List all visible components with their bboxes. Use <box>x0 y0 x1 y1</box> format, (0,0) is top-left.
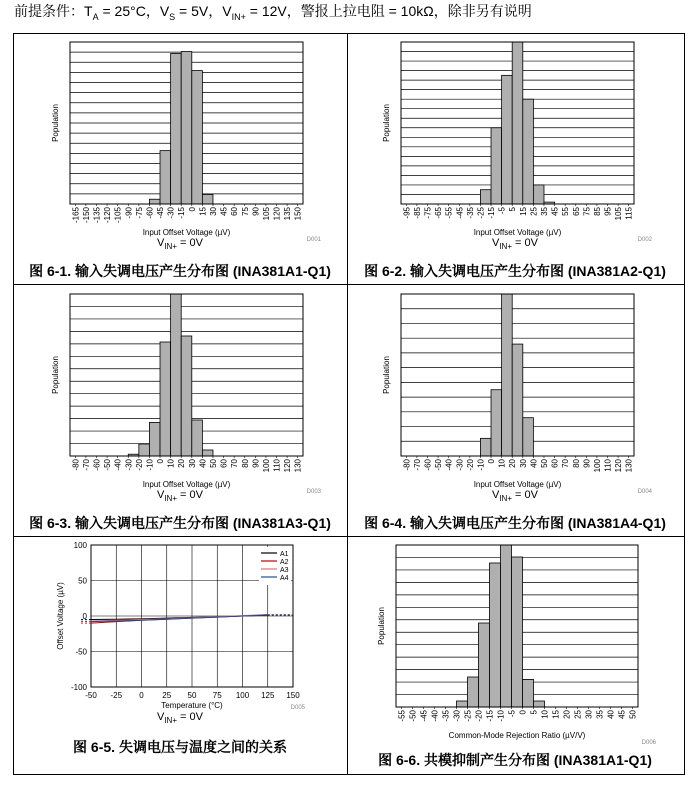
x-tick-label: 75 <box>582 207 592 216</box>
histogram-bar <box>457 701 468 707</box>
histogram-bar <box>192 420 203 456</box>
figure-code: D003 <box>306 489 321 495</box>
x-tick-label: -70 <box>81 459 91 471</box>
x-tick-label: 70 <box>561 459 571 468</box>
x-tick-label: -80 <box>71 459 81 471</box>
histogram-bar <box>512 344 523 456</box>
x-tick-label: -35 <box>441 710 451 722</box>
x-tick-label: -15 <box>177 207 187 219</box>
x-tick-label: 15 <box>518 207 528 216</box>
x-tick-label: -80 <box>402 459 412 471</box>
x-tick-label: 95 <box>603 207 613 216</box>
y-axis-label: Population <box>377 607 386 645</box>
x-tick-label: 5 <box>508 207 518 212</box>
chart-fig5 <box>13 537 347 787</box>
vin-condition-label: $V_{IN+} = 0V$ <box>156 489 203 504</box>
x-tick-label: 50 <box>628 710 638 719</box>
x-tick-label: 90 <box>582 459 592 468</box>
x-axis-label: Input Offset Voltage (µV) <box>142 228 231 237</box>
x-tick-label: 130 <box>624 459 634 473</box>
x-tick-label: 15 <box>551 710 561 719</box>
x-tick-label: 100 <box>235 691 250 700</box>
x-tick-label: -5 <box>507 710 517 718</box>
x-tick-label: -95 <box>402 207 412 219</box>
histogram-bar <box>490 563 501 707</box>
chart-fig2 <box>348 33 682 283</box>
figure-code: D002 <box>637 237 652 243</box>
figure-caption: 图 6-2. 输入失调电压产生分布图 (INA381A2-Q1) <box>364 263 666 279</box>
x-tick-label: 0 <box>139 691 144 700</box>
histogram-bar <box>181 336 192 456</box>
x-tick-label: -105 <box>113 207 123 224</box>
x-tick-label: 60 <box>230 207 240 216</box>
x-tick-label: 120 <box>283 459 293 473</box>
vin-condition-label: $V_{IN+} = 0V$ <box>491 237 538 252</box>
figure-code: D006 <box>641 740 656 746</box>
x-tick-label: -50 <box>434 459 444 471</box>
x-axis-label: Input Offset Voltage (µV) <box>473 228 562 237</box>
y-axis-label: Population <box>51 104 60 142</box>
x-tick-label: 135 <box>283 207 293 221</box>
x-tick-label: 110 <box>603 459 613 472</box>
x-tick-label: -30 <box>455 459 465 471</box>
x-tick-label: 20 <box>177 459 187 468</box>
x-tick-label: -70 <box>412 459 422 471</box>
x-tick-label: 105 <box>614 207 624 221</box>
x-tick-label: -20 <box>134 459 144 471</box>
histogram-bar <box>523 418 534 456</box>
chart-fig1 <box>13 33 347 283</box>
x-tick-label: 105 <box>261 207 271 221</box>
histogram-bar <box>502 294 513 456</box>
x-tick-label: -75 <box>134 207 144 219</box>
x-tick-label: 0 <box>518 710 528 715</box>
histogram-bar <box>523 99 534 204</box>
histogram-bar <box>491 128 502 204</box>
x-tick-label: -40 <box>444 459 454 471</box>
x-tick-label: 150 <box>286 691 300 700</box>
x-axis-label: Common-Mode Rejection Ratio (µV/V) <box>448 731 586 740</box>
x-tick-label: 25 <box>529 207 539 216</box>
x-tick-label: -45 <box>419 710 429 722</box>
x-tick-label: -20 <box>465 459 475 471</box>
x-axis-label: Input Offset Voltage (µV) <box>142 480 231 489</box>
x-tick-label: -40 <box>430 710 440 722</box>
x-tick-label: -10 <box>145 459 155 471</box>
x-tick-label: -55 <box>444 207 454 219</box>
figure-caption: 图 6-6. 共模抑制产生分布图 (INA381A1-Q1) <box>378 752 652 768</box>
x-tick-label: -65 <box>434 207 444 219</box>
figure-caption: 图 6-1. 输入失调电压产生分布图 (INA381A1-Q1) <box>29 263 331 279</box>
x-tick-label: -85 <box>412 207 422 219</box>
histogram-bar <box>523 679 534 707</box>
x-tick-label: 25 <box>162 691 172 700</box>
x-tick-label: 120 <box>614 459 624 473</box>
y-tick-label: -50 <box>75 647 87 657</box>
x-tick-label: 40 <box>529 459 539 468</box>
x-tick-label: 40 <box>606 710 616 719</box>
legend-label: A3 <box>280 567 289 574</box>
y-tick-label: 100 <box>73 541 87 550</box>
chart-fig4 <box>348 285 682 535</box>
x-tick-label: 55 <box>561 207 571 216</box>
histogram-bar <box>160 151 171 204</box>
x-tick-label: 20 <box>562 710 572 719</box>
x-tick-label: 35 <box>595 710 605 719</box>
histogram-bar <box>160 342 171 456</box>
chart-fig3 <box>13 285 347 535</box>
x-tick-label: 90 <box>251 207 261 216</box>
x-tick-label: 45 <box>550 207 560 216</box>
x-tick-label: -25 <box>476 207 486 219</box>
histogram-bar <box>501 545 512 707</box>
x-tick-label: 75 <box>240 207 250 216</box>
x-tick-label: 10 <box>497 459 507 468</box>
x-tick-label: 115 <box>624 207 634 220</box>
histogram-bar <box>192 71 203 204</box>
x-tick-label: -30 <box>166 207 176 219</box>
x-tick-label: -10 <box>476 459 486 471</box>
x-axis-label: Input Offset Voltage (µV) <box>473 480 562 489</box>
test-conditions: 前提条件：$T_A = 25^\circ C$，$V_S = 5V$，$V_{IN+} = 12V$，警报上拉电阻 = 10kΩ，除非另有说明 <box>14 3 532 22</box>
y-tick-label: 0 <box>82 612 87 621</box>
x-tick-label: 40 <box>198 459 208 468</box>
x-tick-label: -45 <box>156 207 166 219</box>
histogram-bar <box>533 185 544 204</box>
x-tick-label: -15 <box>485 710 495 722</box>
x-tick-label: 110 <box>272 459 282 472</box>
x-tick-label: 150 <box>293 207 303 221</box>
histogram-bar <box>202 194 213 204</box>
x-tick-label: 30 <box>187 459 197 468</box>
histogram-bar <box>181 52 192 204</box>
x-tick-label: 60 <box>550 459 560 468</box>
x-tick-label: -10 <box>496 710 506 722</box>
x-tick-label: -45 <box>455 207 465 219</box>
x-tick-label: -60 <box>92 459 102 471</box>
histogram-bar <box>171 53 182 204</box>
histogram-bar <box>534 701 545 707</box>
histogram-bar <box>171 294 182 456</box>
y-tick-label: 50 <box>78 576 87 586</box>
x-tick-label: 25 <box>573 710 583 719</box>
figure-code: D004 <box>637 489 652 495</box>
x-tick-label: 50 <box>187 691 197 700</box>
x-tick-label: -150 <box>81 207 91 224</box>
x-tick-label: 10 <box>166 459 176 468</box>
x-tick-label: 65 <box>571 207 581 216</box>
x-tick-label: -90 <box>124 207 134 219</box>
y-tick-label: -100 <box>70 683 87 692</box>
histogram-bar <box>202 450 213 456</box>
x-tick-label: 50 <box>208 459 218 468</box>
x-tick-label: -5 <box>497 207 507 215</box>
legend-label: A1 <box>280 551 289 558</box>
x-tick-label: -165 <box>71 207 81 224</box>
vin-condition-label: $V_{IN+} = 0V$ <box>156 237 203 252</box>
legend-label: A4 <box>280 575 289 582</box>
x-tick-label: 45 <box>617 710 627 719</box>
x-tick-label: 80 <box>240 459 250 468</box>
x-tick-label: -30 <box>124 459 134 471</box>
histogram-bar <box>149 422 160 456</box>
histogram-bar <box>149 199 160 204</box>
x-tick-label: 10 <box>540 710 550 719</box>
x-tick-label: -40 <box>113 459 123 471</box>
x-tick-label: 100 <box>261 459 271 473</box>
y-axis-label: Population <box>51 356 60 394</box>
x-tick-label: -50 <box>103 459 113 471</box>
x-tick-label: -135 <box>92 207 102 224</box>
figure-code: D005 <box>290 705 305 711</box>
x-tick-label: 0 <box>487 459 497 464</box>
legend-label: A2 <box>280 559 289 566</box>
x-tick-label: 30 <box>518 459 528 468</box>
y-axis-label: Population <box>382 104 391 142</box>
figure-code: D001 <box>306 237 321 243</box>
x-tick-label: 85 <box>592 207 602 216</box>
x-tick-label: -15 <box>487 207 497 219</box>
x-tick-label: 5 <box>529 710 539 715</box>
x-axis-label: Temperature (°C) <box>161 701 223 710</box>
histogram-bar <box>512 557 523 707</box>
x-tick-label: -35 <box>465 207 475 219</box>
figure-caption: 图 6-4. 输入失调电压产生分布图 (INA381A4-Q1) <box>364 515 666 531</box>
chart-fig6 <box>348 537 682 787</box>
x-tick-label: -50 <box>408 710 418 722</box>
x-tick-label: 50 <box>539 459 549 468</box>
figure-caption: 图 6-5. 失调电压与温度之间的关系 <box>73 739 287 755</box>
x-tick-label: 130 <box>293 459 303 473</box>
x-tick-label: 30 <box>208 207 218 216</box>
histogram-bar <box>502 75 513 204</box>
x-tick-label: -120 <box>103 207 113 224</box>
histogram-bar <box>468 677 479 707</box>
x-tick-label: 20 <box>508 459 518 468</box>
x-tick-label: 0 <box>187 207 197 212</box>
vin-condition-label: $V_{IN+} = 0V$ <box>491 489 538 504</box>
x-tick-label: 60 <box>219 459 229 468</box>
x-tick-label: -20 <box>474 710 484 722</box>
x-tick-label: 0 <box>156 459 166 464</box>
x-tick-label: 90 <box>251 459 261 468</box>
x-tick-label: 80 <box>571 459 581 468</box>
x-tick-label: 120 <box>272 207 282 221</box>
x-tick-label: -60 <box>145 207 155 219</box>
histogram-bar <box>139 444 150 456</box>
figure-caption: 图 6-3. 输入失调电压产生分布图 (INA381A3-Q1) <box>29 515 331 531</box>
x-tick-label: -30 <box>452 710 462 722</box>
histogram-bar <box>512 42 523 204</box>
x-tick-label: 15 <box>198 207 208 216</box>
x-tick-label: 45 <box>219 207 229 216</box>
x-tick-label: -55 <box>397 710 407 722</box>
histogram-bar <box>491 390 502 456</box>
y-axis-label: Population <box>382 356 391 394</box>
x-tick-label: -60 <box>423 459 433 471</box>
x-tick-label: 70 <box>230 459 240 468</box>
histogram-bar <box>480 438 491 456</box>
vin-condition-label: $V_{IN+} = 0V$ <box>156 711 203 726</box>
x-tick-label: -75 <box>423 207 433 219</box>
x-tick-label: 100 <box>592 459 602 473</box>
x-tick-label: -25 <box>110 691 123 700</box>
x-tick-label: -25 <box>463 710 473 722</box>
histogram-bar <box>479 623 490 707</box>
x-tick-label: 75 <box>212 691 222 700</box>
x-tick-label: -50 <box>85 691 97 700</box>
x-tick-label: 30 <box>584 710 594 719</box>
histogram-bar <box>480 190 491 204</box>
y-axis-label: Offset Voltage (µV) <box>56 582 65 650</box>
x-tick-label: 125 <box>261 691 275 700</box>
x-tick-label: 35 <box>539 207 549 216</box>
